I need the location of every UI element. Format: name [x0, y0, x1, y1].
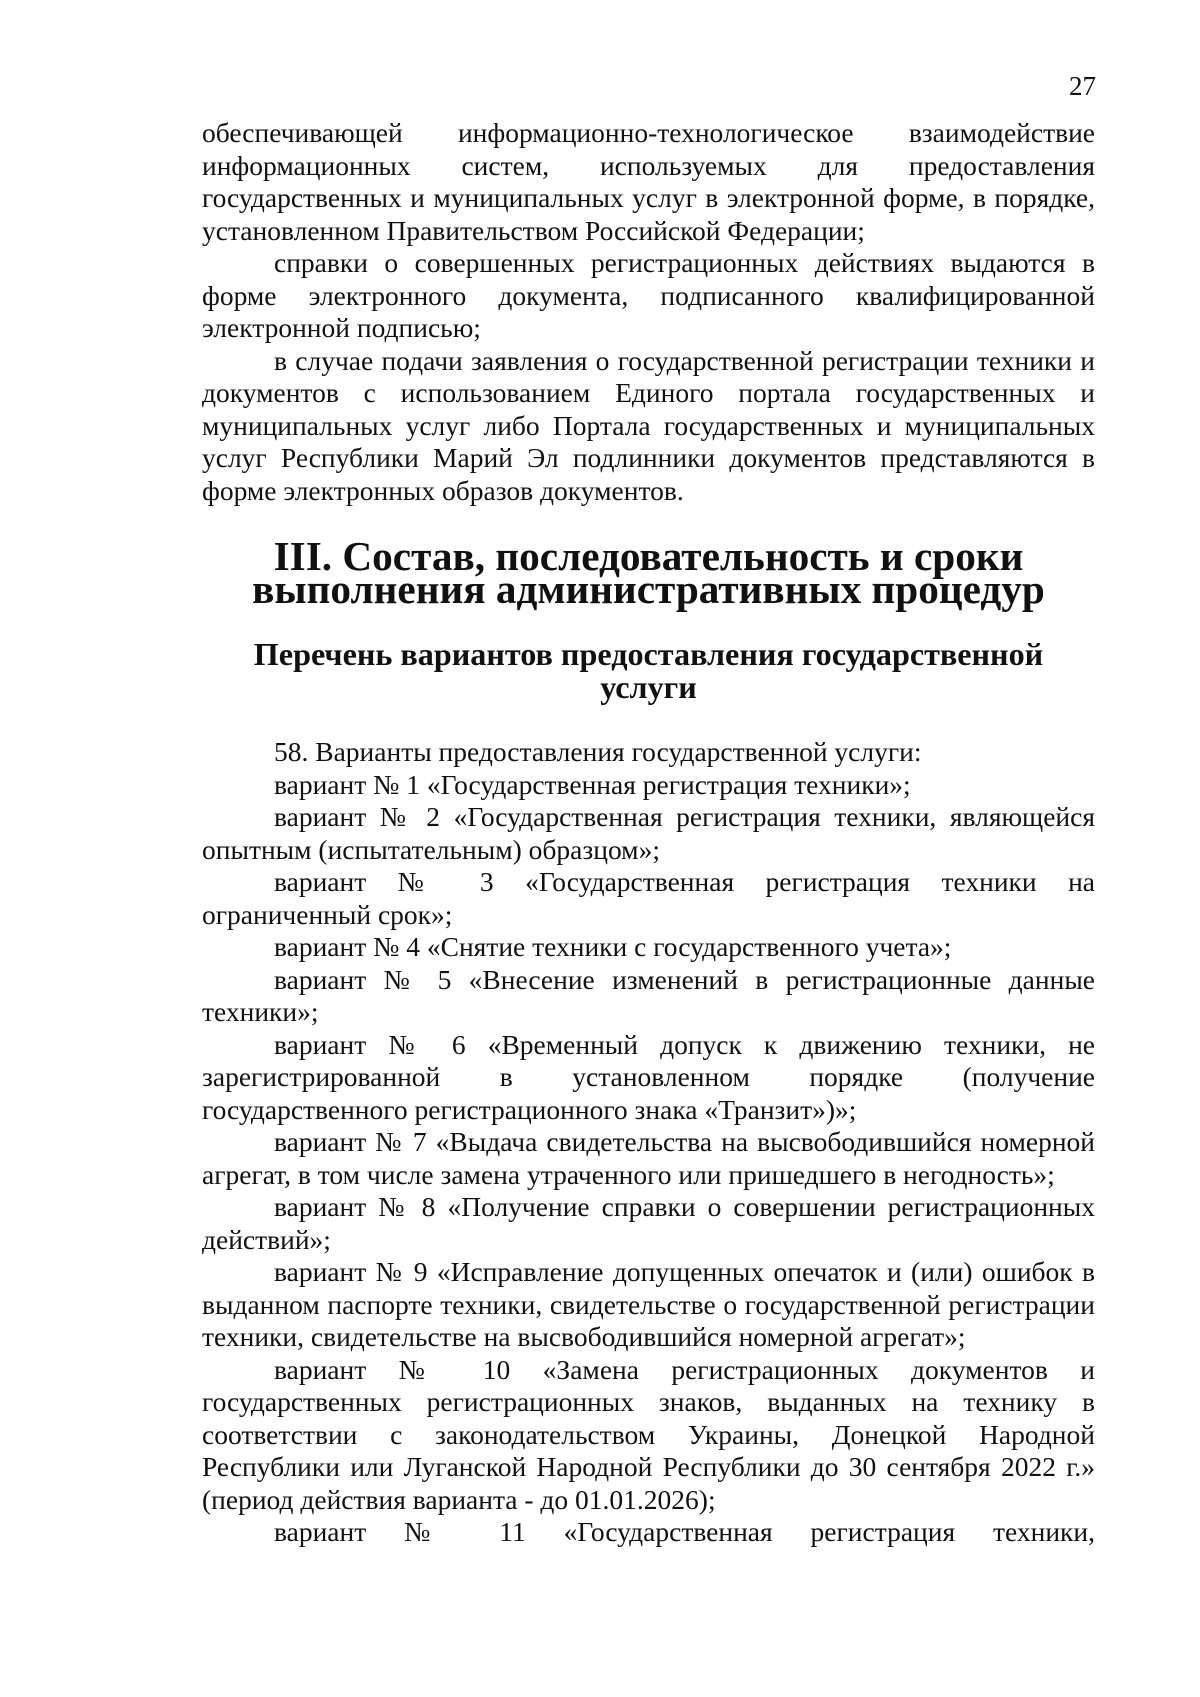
variant-item: вариант № 4 «Снятие техники с государственного учета»; [274, 931, 952, 962]
paragraph-58: 58. Варианты предоставления государственной услуги: [274, 736, 922, 767]
variant-item: вариант № 10 «Замена регистрационных документов и государственных регистрационных знаков, выданных на технику в соответствии с законодательством Украины, Донецкой Народной Республики или Луганской Народной Республики до 30 сентября 2022 г.» (период действия варианта - до 01.01.2026); [202, 1353, 1095, 1515]
variant-item: вариант № 11 «Государственная регистрация техники, [274, 1516, 1095, 1547]
subsection-heading: Перечень вариантов предоставления государственной услуги [253, 636, 1044, 705]
paragraph-certificates: справки о совершенных регистрационных действиях выдаются в форме электронного документа, подписанного квалифицированной электронной подписью; [202, 247, 1095, 343]
variant-item: вариант № 5 «Внесение изменений в регистрационные данные техники»; [202, 963, 1095, 1027]
variant-item: вариант № 2 «Государственная регистрация техники, являющейся опытным (испытательным) образцом»; [202, 801, 1095, 865]
variant-item: вариант № 3 «Государственная регистрация техники на ограниченный срок»; [202, 866, 1095, 930]
variant-item: вариант № 7 «Выдача свидетельства на высвободившийся номерной агрегат, в том числе замена утраченного или пришедшего в негодность»; [202, 1126, 1095, 1190]
variant-item: вариант № 1 «Государственная регистрация техники»; [274, 768, 911, 800]
variant-item: вариант № 9 «Исправление допущенных опечаток и (или) ошибок в выданном паспорте техники, свидетельстве о государственной регистрации техники, свидетельстве на высвободившийся номерной агрегат»; [202, 1256, 1095, 1352]
document-body [202, 117, 1095, 1549]
variant-item: вариант № 6 «Временный допуск к движению техники, не зарегистрированной в установленном порядке (получение государственного регистрационного знака «Транзит»)»; [202, 1028, 1095, 1125]
variant-item: вариант № 8 «Получение справки о совершении регистрационных действий»; [202, 1191, 1095, 1255]
paragraph-portal-submission: в случае подачи заявления о государственной регистрации техники и документов с использованием Единого портала государственных и муниципальных услуг либо Портала государственных и муниципальных услуг Республики Марий Эл подлинники документов представляются в форме электронных образов документов. [202, 344, 1095, 506]
section-heading: III. Состав, последовательность и сроки выполнения административных процедур [252, 533, 1045, 612]
page-number: 27 [1069, 71, 1096, 101]
paragraph-continuation: обеспечивающей информационно-технологическое взаимодействие информационных систем, используемых для предоставления государственных и муниципальных услуг в электронной форме, в порядке, установленном Правительством Российской Федерации; [202, 117, 1095, 246]
